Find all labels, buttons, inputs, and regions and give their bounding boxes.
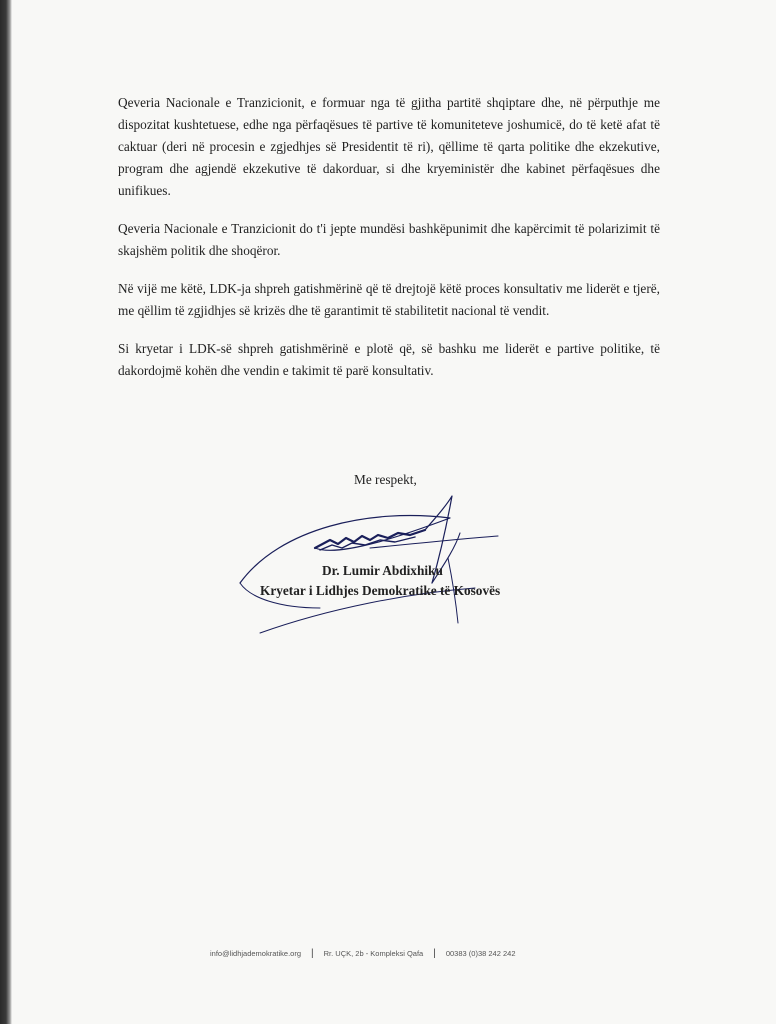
footer-email: info@lidhjademokratike.org (210, 949, 301, 958)
paragraph-4: Si kryetar i LDK-së shpreh gatishmërinë e plotë që, së bashku me liderët e partive politike, të dakordojmë kohën dhe vendin e takimit të parë konsultativ. (118, 341, 660, 378)
closing-salutation: Me respekt, (354, 472, 417, 487)
footer-separator: | (433, 948, 436, 959)
paragraph-3: Në vijë me këtë, LDK-ja shpreh gatishmërinë që të drejtojë këtë proces konsultativ me liderët e tjerë, me qëllim të zgjidhjes së krizës dhe të garantimit të stabilitetit nacional të vendit. (118, 281, 660, 318)
footer-address: Rr. UÇK, 2b - Kompleksi Qafa (323, 949, 424, 958)
signatory-title: Kryetar i Lidhjes Demokratike të Kosovës (260, 583, 501, 598)
signatory-name: Dr. Lumir Abdixhiku (322, 563, 443, 578)
paragraph-2: Qeveria Nacionale e Tranzicionit do t'i jepte mundësi bashkëpunimit dhe kapërcimit të polarizimit të skajshëm politik dhe shoqëror. (118, 221, 660, 258)
page-left-edge-shadow (0, 0, 12, 1024)
letter-footer (210, 948, 580, 959)
footer-separator: | (311, 948, 314, 959)
letter-body (118, 92, 660, 398)
paragraph-1: Qeveria Nacionale e Tranzicionit, e formuar nga të gjitha partitë shqiptare dhe, në përputhje me dispozitat kushtetuese, edhe nga përfaqësues të partive të komuniteteve joshumicë, do të ketë afat të caktuar (deri në procesin e zgjedhjes së Presidentit të ri), qëllime të qarta politike dhe ekzekutive, program dhe agjendë ekzekutive të dakorduar, si dhe kryeministër dhe kabinet përfaqësues dhe unifikues. (118, 95, 660, 198)
footer-phone: 00383 (0)38 242 242 (445, 949, 516, 958)
